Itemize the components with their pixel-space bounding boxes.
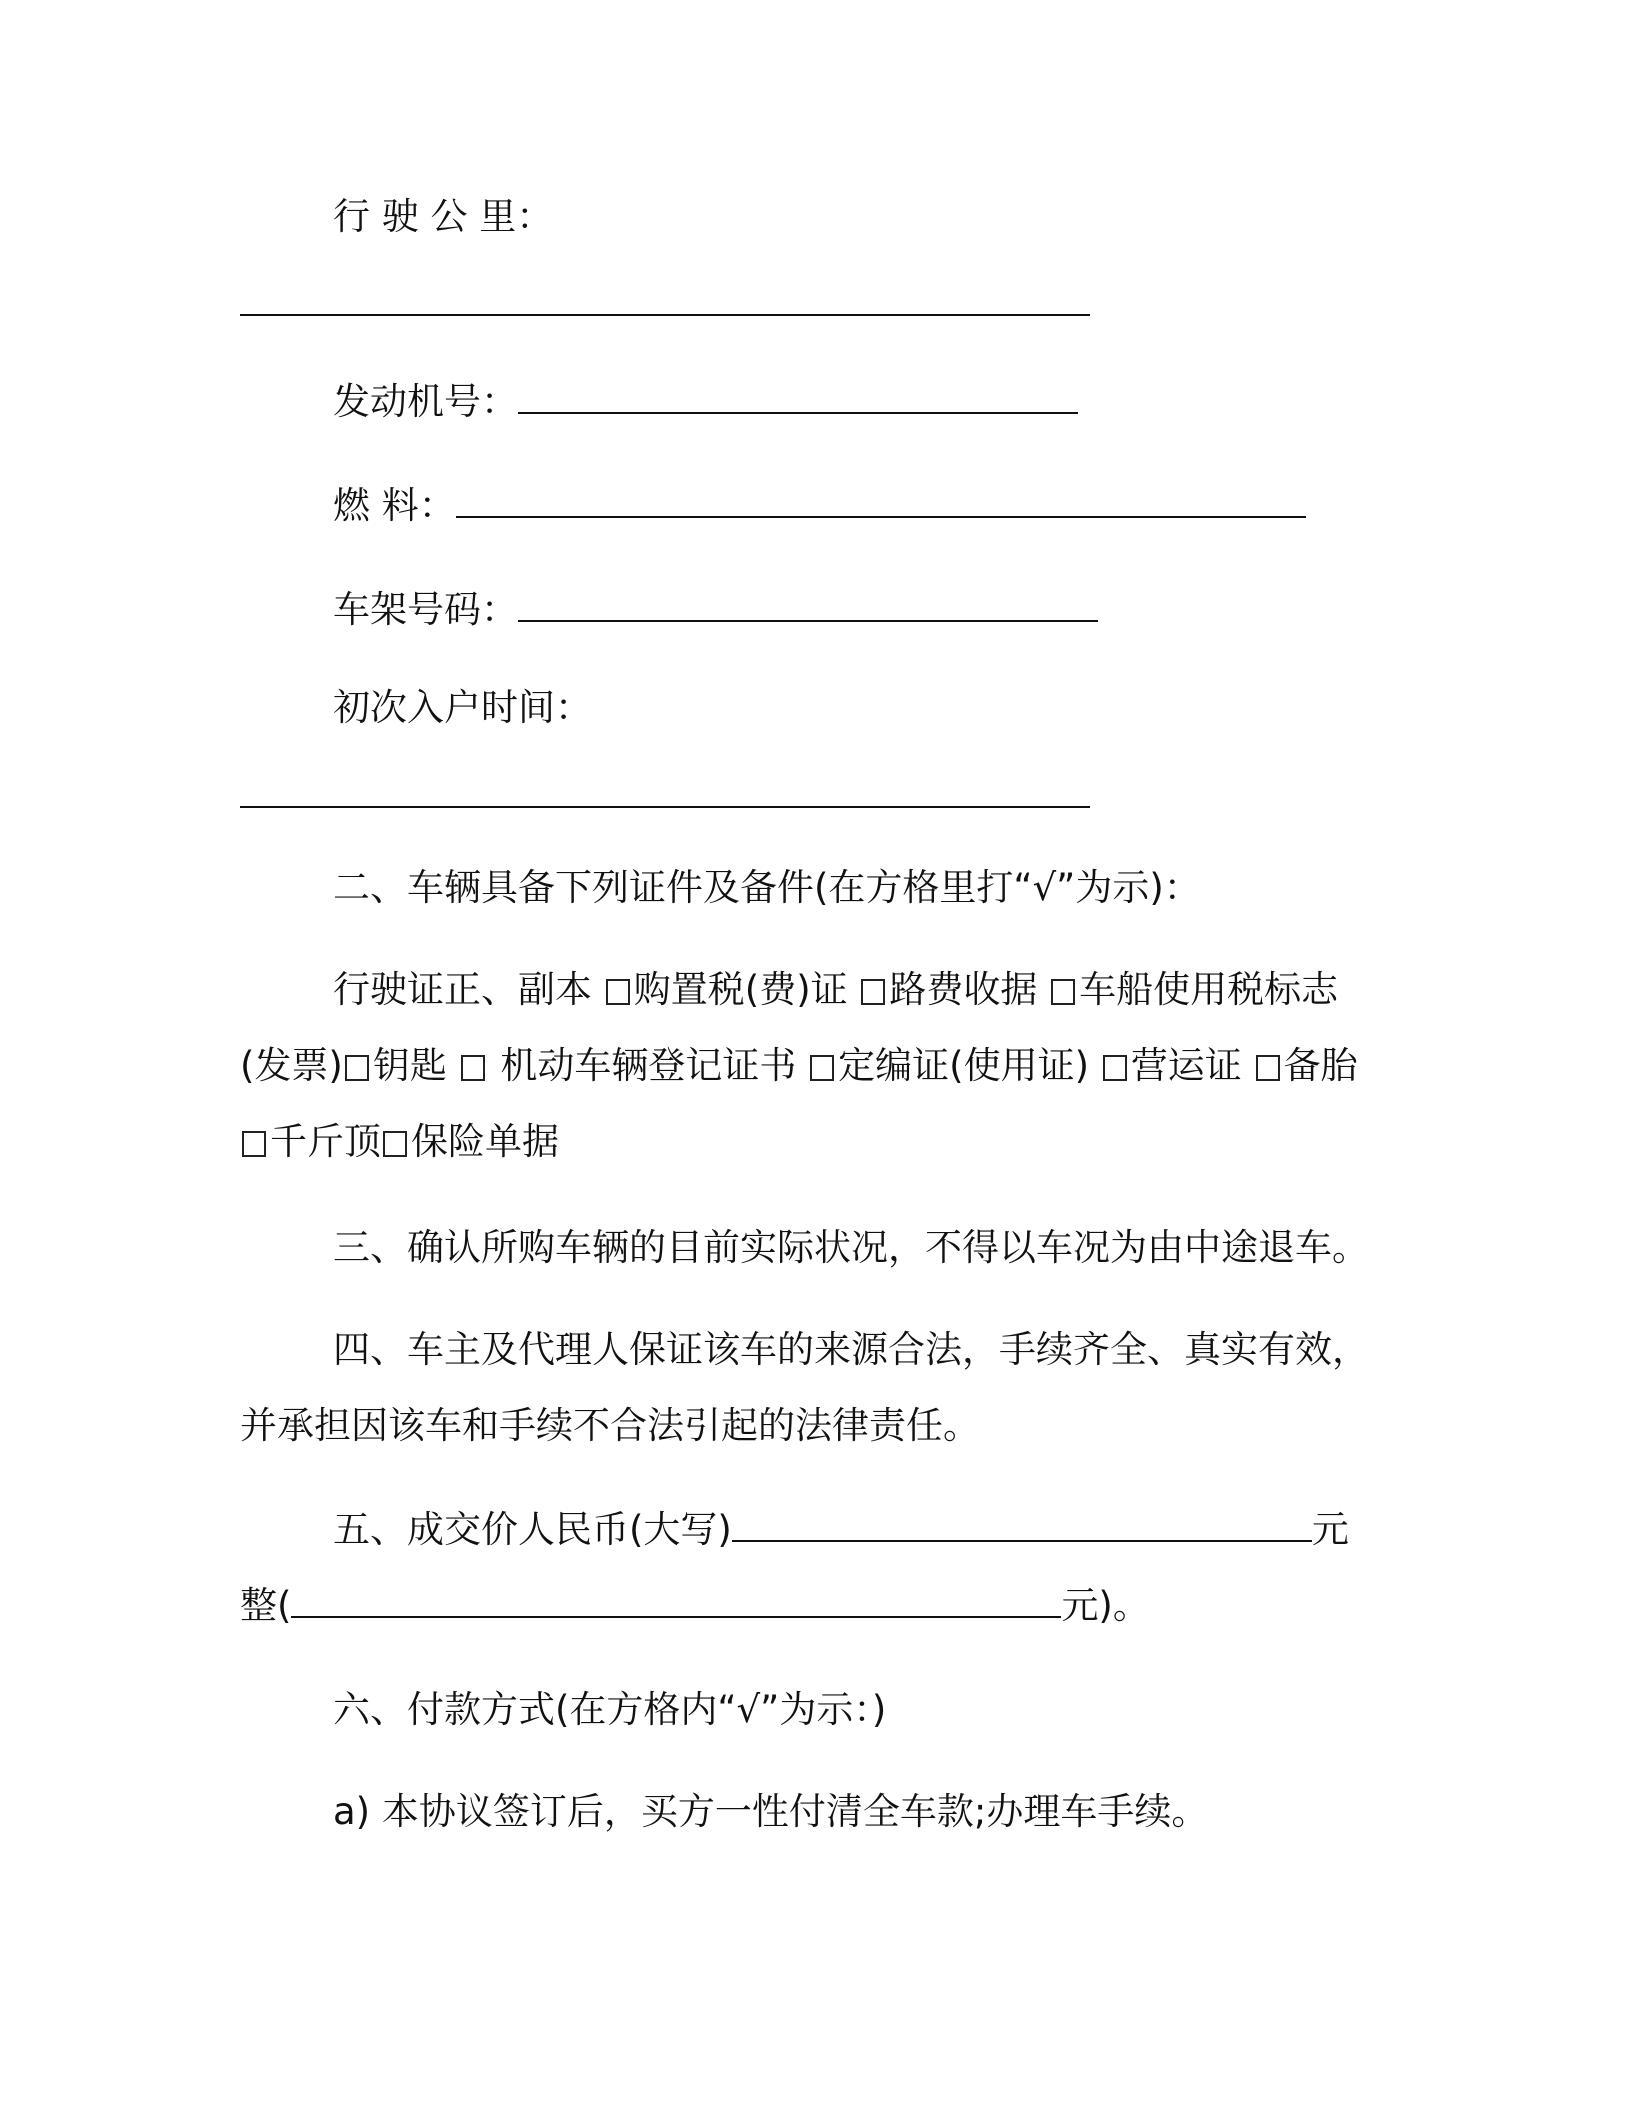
item-operation-cert: 营运证 (1130, 1044, 1242, 1087)
section-6-option-a: a) 本协议签订后，买方一性付清全车款;办理车手续。 (333, 1790, 1209, 1833)
checkbox-insurance[interactable] (383, 1131, 407, 1157)
checkbox-purchase-tax[interactable] (606, 979, 630, 1005)
price-label: 五、成交价人民币(大写) (333, 1508, 732, 1551)
checkbox-jack[interactable] (242, 1131, 266, 1157)
checkbox-operation-cert[interactable] (1103, 1055, 1127, 1081)
section-5-line-2 (240, 1584, 1150, 1628)
section-2-items-line-2 (240, 1044, 1358, 1088)
engine-number-blank (518, 382, 1078, 414)
item-key: 钥匙 (372, 1044, 447, 1087)
section-5-line-1 (333, 1508, 1349, 1552)
engine-number-label: 发动机号： (333, 380, 518, 423)
engine-number-row (333, 380, 1078, 424)
section-6-title: 六、付款方式(在方格内“√”为示：) (333, 1688, 887, 1731)
item-road-fee: 路费收据 (889, 968, 1038, 1011)
item-capacity-cert: 定编证(使用证) (838, 1044, 1090, 1087)
checkbox-key[interactable] (345, 1055, 369, 1081)
item-jack: 千斤顶 (270, 1120, 381, 1163)
price-unit: 元 (1311, 1508, 1349, 1551)
item-vessel-tax: 车船使用税标志 (1079, 968, 1339, 1011)
checkbox-vessel-tax[interactable] (1051, 979, 1075, 1005)
checkbox-road-fee[interactable] (861, 979, 885, 1005)
section-2-items-line-1 (333, 968, 1338, 1012)
item-invoice: (发票) (240, 1044, 343, 1087)
section-4-line-2: 并承担因该车和手续不合法引起的法律责任。 (240, 1404, 980, 1447)
price-figure-suffix: 元)。 (1061, 1584, 1150, 1627)
checkbox-spare-tire[interactable] (1256, 1055, 1280, 1081)
frame-number-label: 车架号码： (333, 588, 518, 631)
item-license: 行驶证正、副本 (333, 968, 592, 1011)
checkbox-capacity-cert[interactable] (810, 1055, 834, 1081)
item-purchase-tax: 购置税(费)证 (633, 968, 848, 1011)
checkbox-registration-cert[interactable] (461, 1055, 485, 1081)
mileage-blank (240, 314, 1090, 316)
first-registration-blank (240, 806, 1090, 808)
section-2-title: 二、车辆具备下列证件及备件(在方格里打“√”为示)： (333, 866, 1201, 909)
price-figure-prefix: 整( (240, 1584, 292, 1627)
fuel-row (333, 484, 1306, 528)
mileage-label: 行 驶 公 里： (333, 195, 554, 238)
price-words-blank (732, 1510, 1312, 1542)
frame-number-blank (518, 590, 1098, 622)
fuel-blank (456, 486, 1306, 518)
item-spare-tire: 备胎 (1283, 1044, 1358, 1087)
section-2-items-line-3 (240, 1120, 559, 1164)
frame-number-row (333, 588, 1098, 632)
section-4-line-1: 四、车主及代理人保证该车的来源合法，手续齐全、真实有效， (333, 1328, 1369, 1371)
price-figure-blank (291, 1586, 1061, 1618)
item-insurance: 保险单据 (411, 1120, 559, 1163)
section-3: 三、确认所购车辆的目前实际状况，不得以车况为由中途退车。 (333, 1226, 1369, 1269)
first-registration-label: 初次入户时间： (333, 686, 592, 729)
item-registration-cert: 机动车辆登记证书 (500, 1044, 797, 1087)
fuel-label: 燃 料： (333, 484, 456, 527)
